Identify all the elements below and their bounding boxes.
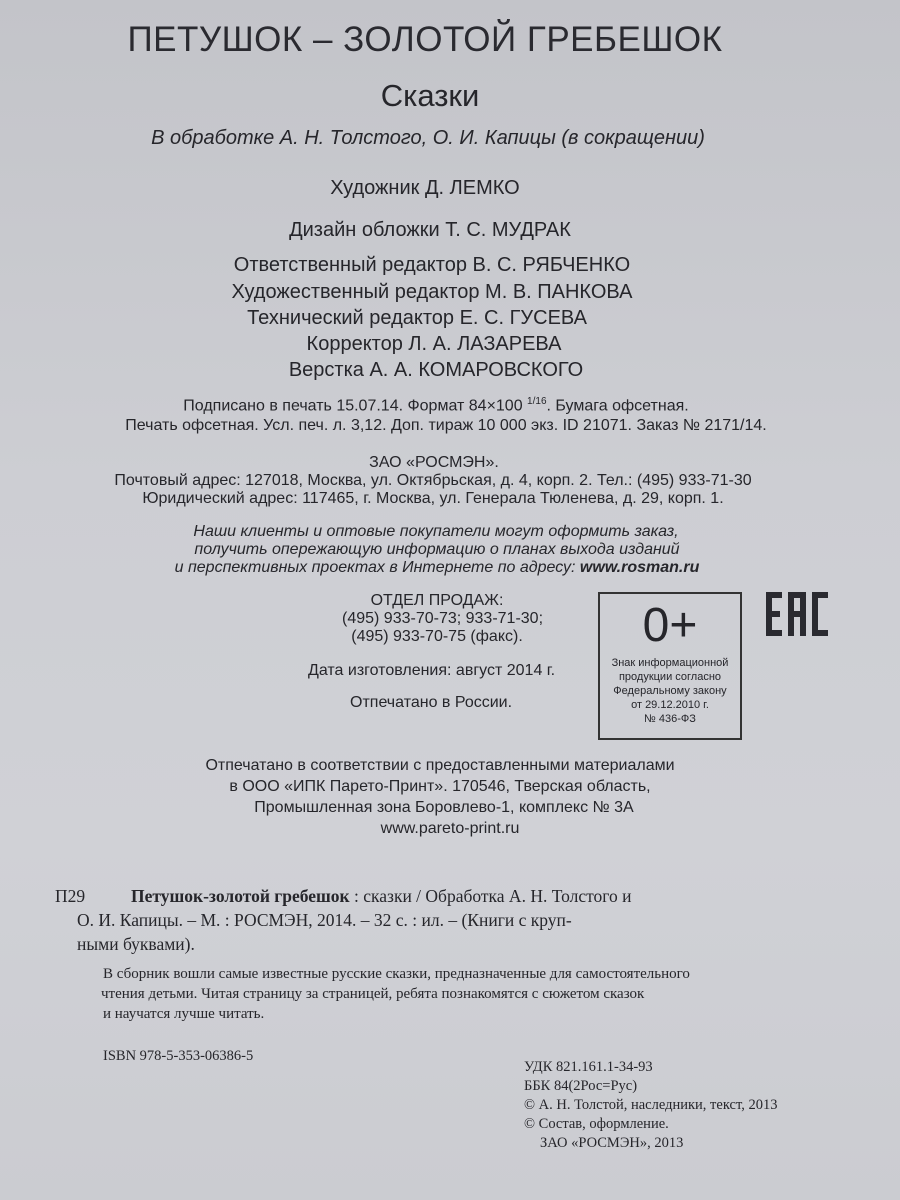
age-rating-text-1: Знак информационной [611, 657, 729, 669]
bibliographic-line-1 [131, 884, 891, 908]
online-note-line-3 [0, 559, 887, 577]
publisher-postal-address: Почтовый адрес: 127018, Москва, ул. Октябрьская, д. 4, корп. 2. Тел.: (495) 933-71-30 [114, 472, 752, 489]
adaptation-note: В обработке А. Н. Толстого, О. И. Капицы (в сокращении) [151, 127, 705, 149]
sales-heading: ОТДЕЛ ПРОДАЖ: [370, 592, 504, 609]
annotation-line-2: чтения детьми. Читая страницу за страницей, ребята познакомятся с сюжетом сказок [101, 986, 645, 1002]
copyright-design: © Состав, оформление. [524, 1116, 669, 1132]
annotation-line-1: В сборник вошли самые известные русские сказки, предназначенные для самостоятельного [103, 966, 690, 982]
print-signed-line [0, 396, 886, 415]
sales-phones-2: (495) 933-70-75 (факс). [351, 628, 523, 645]
sales-phones-1: (495) 933-70-73; 933-71-30; [342, 610, 544, 627]
online-note-line-2: получить опережающую информацию о планах выхода изданий [194, 541, 680, 558]
age-rating-box [598, 592, 742, 740]
publisher-legal-address: Юридический адрес: 117465, г. Москва, ул. Генерала Тюленева, д. 29, корп. 1. [142, 490, 724, 507]
print-signed-post: . Бумага офсетная. [546, 397, 689, 415]
bibliographic-line-2: О. И. Капицы. – М. : РОСМЭН, 2014. – 32 с. : ил. – (Книги с круп- [77, 910, 572, 930]
age-rating-text-4: от 29.12.2010 г. [631, 699, 709, 711]
printer-line-3: Промышленная зона Боровлево-1, комплекс № 3А [254, 799, 634, 816]
credit-technical-editor: Технический редактор Е. С. ГУСЕВА [247, 307, 587, 329]
classification-codes [524, 1058, 777, 1153]
bibliographic-line-1-rest: : сказки / Обработка А. Н. Толстого и [349, 886, 632, 906]
online-note-line-1: Наши клиенты и оптовые покупатели могут оформить заказ, [193, 523, 679, 540]
print-details-line: Печать офсетная. Усл. печ. л. 3,12. Доп. тираж 10 000 экз. ID 21071. Заказ № 2171/14. [125, 417, 767, 434]
printer-line-1: Отпечатано в соответствии с предоставленными материалами [205, 757, 675, 774]
credit-proofreader: Корректор Л. А. ЛАЗАРЕВА [306, 333, 562, 355]
isbn: ISBN 978-5-353-06386-5 [103, 1048, 254, 1064]
credit-editor-in-charge: Ответственный редактор В. С. РЯБЧЕНКО [233, 254, 631, 276]
credit-illustrator: Художник Д. ЛЕМКО [330, 177, 520, 199]
book-title: ПЕТУШОК – ЗОЛОТОЙ ГРЕБЕШОК [127, 20, 723, 59]
age-rating-mark: 0+ [642, 599, 698, 652]
copyright-publisher: ЗАО «РОСМЭН», 2013 [540, 1135, 684, 1151]
online-note-line-3-text: и перспективных проектах в Интернете по адресу: [174, 559, 580, 576]
sales-department [342, 592, 544, 646]
publisher-name: ЗАО «РОСМЭН». [369, 454, 499, 471]
format-fraction: 1/16 [527, 396, 547, 407]
bibliographic-line-3: ными буквами). [77, 934, 195, 954]
age-rating-text-2: продукции согласно [618, 671, 722, 683]
bbk-code: ББК 84(2Рос=Рус) [524, 1078, 638, 1094]
manufacture-date: Дата изготовления: август 2014 г. [308, 662, 556, 679]
printed-in-country: Отпечатано в России. [350, 694, 513, 711]
copyright-text: © А. Н. Толстой, наследники, текст, 2013 [524, 1097, 778, 1113]
publisher-website: www.rosman.ru [579, 559, 700, 576]
bibliographic-title: Петушок-золотой гребешок [131, 886, 350, 906]
credit-art-editor: Художественный редактор М. В. ПАНКОВА [231, 281, 633, 303]
udk-code: УДК 821.161.1-34-93 [524, 1059, 653, 1075]
bibliographic-description [131, 884, 891, 908]
credit-layout: Верстка А. А. КОМАРОВСКОГО [288, 359, 584, 381]
age-rating-text-5: № 436-ФЗ [644, 713, 696, 725]
eac-conformity-icon [766, 592, 828, 636]
book-subtitle: Сказки [380, 78, 480, 113]
printer-line-2: в ООО «ИПК Парето-Принт». 170546, Тверская область, [229, 778, 651, 795]
book-annotation [103, 964, 838, 1024]
annotation-line-3: и научатся лучше читать. [103, 1006, 265, 1022]
age-rating-text [600, 656, 740, 726]
age-rating-text-3: Федеральному закону [613, 685, 727, 697]
credit-cover-design: Дизайн обложки Т. С. МУДРАК [289, 219, 571, 241]
printer-website: www.pareto-print.ru [380, 820, 520, 837]
bibliographic-code: П29 [55, 886, 86, 906]
print-signed-pre: Подписано в печать 15.07.14. Формат 84×100 [183, 397, 528, 415]
